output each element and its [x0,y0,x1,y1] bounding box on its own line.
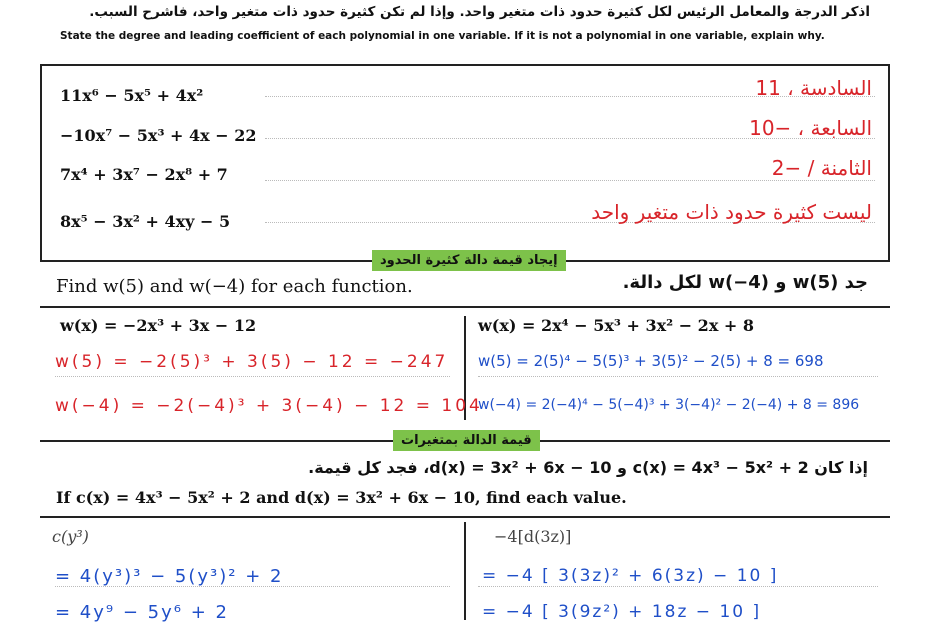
c-work-1: = 4(y³)³ − 5(y³)² + 2 [55,566,284,587]
section3-tag: قيمة الدالة بمتغيرات [393,430,540,451]
work-line-left-1 [55,376,450,377]
section2-prompt-english: Find w(5) and w(−4) for each function. [56,276,413,297]
work-left-1: w(5) = −2(5)³ + 3(5) − 12 = −247 [55,352,449,372]
work-right-2: w(−4) = 2(−4)⁴ − 5(−4)³ + 3(−4)² − 2(−4) + 8 = 896 [478,397,860,413]
c-work-2: = 4y⁹ − 5y⁶ + 2 [55,602,229,623]
work-line-right-1 [478,376,878,377]
polynomial-1: 11x⁶ − 5x⁵ + 4x² [60,86,204,105]
c-label: c(y³) [52,527,89,546]
section2-tag: إيجاد قيمة دالة كثيرة الحدود [372,250,566,271]
function-left: w(x) = −2x³ + 3x − 12 [60,316,257,335]
polynomial-3: 7x⁴ + 3x⁷ − 2x⁸ + 7 [60,165,228,184]
work-right-1: w(5) = 2(5)⁴ − 5(5)³ + 3(5)² − 2(5) + 8 = 698 [478,352,824,370]
section2-prompt-arabic: جد w(5) و w(−4) لكل دالة. [622,272,868,293]
answer-2: السابعة ، −10 [749,116,872,140]
section3-prompt-arabic: إذا كان c(x) = 4x³ − 5x² + 2 و d(x) = 3x² + 6x − 10، فجد كل قيمة. [308,458,868,477]
instruction-english: State the degree and leading coefficient of each polynomial in one variable. If it is not a polynomial in one variable, explain why. [60,30,825,42]
answer-4: ليست كثيرة حدود ذات متغير واحد [591,200,872,224]
divider-top [40,64,890,66]
column-divider-3 [464,522,466,620]
answer-1: السادسة ، 11 [755,76,872,100]
polynomial-2: −10x⁷ − 5x³ + 4x − 22 [60,126,257,145]
polynomial-4: 8x⁵ − 3x² + 4xy − 5 [60,212,231,231]
work-left-2: w(−4) = −2(−4)³ + 3(−4) − 12 = 104 [55,396,483,416]
answer-line-3 [265,180,875,181]
border-left-1 [40,64,42,260]
d-work-1: = −4 [ 3(3z)² + 6(3z) − 10 ] [482,566,779,586]
answer-3: الثامنة / −2 [771,156,872,180]
d-work-line-1 [478,586,878,587]
divider-variables [40,516,890,518]
instruction-arabic: اذكر الدرجة والمعامل الرئيس لكل كثيرة حدود ذات متغير واحد. وإذا لم تكن كثيرة حدود ذات متغير واحد، فاشرح السبب. [89,4,870,20]
d-work-2: = −4 [ 3(9z²) + 18z − 10 ] [482,602,762,622]
divider-functions [40,306,890,308]
c-work-line-1 [55,586,450,587]
function-right: w(x) = 2x⁴ − 5x³ + 3x² − 2x + 8 [478,316,755,335]
section3-prompt-english: If c(x) = 4x³ − 5x² + 2 and d(x) = 3x² + 6x − 10, find each value. [56,488,627,507]
d-label: −4[d(3z)] [494,527,572,546]
border-right-1 [888,64,890,260]
